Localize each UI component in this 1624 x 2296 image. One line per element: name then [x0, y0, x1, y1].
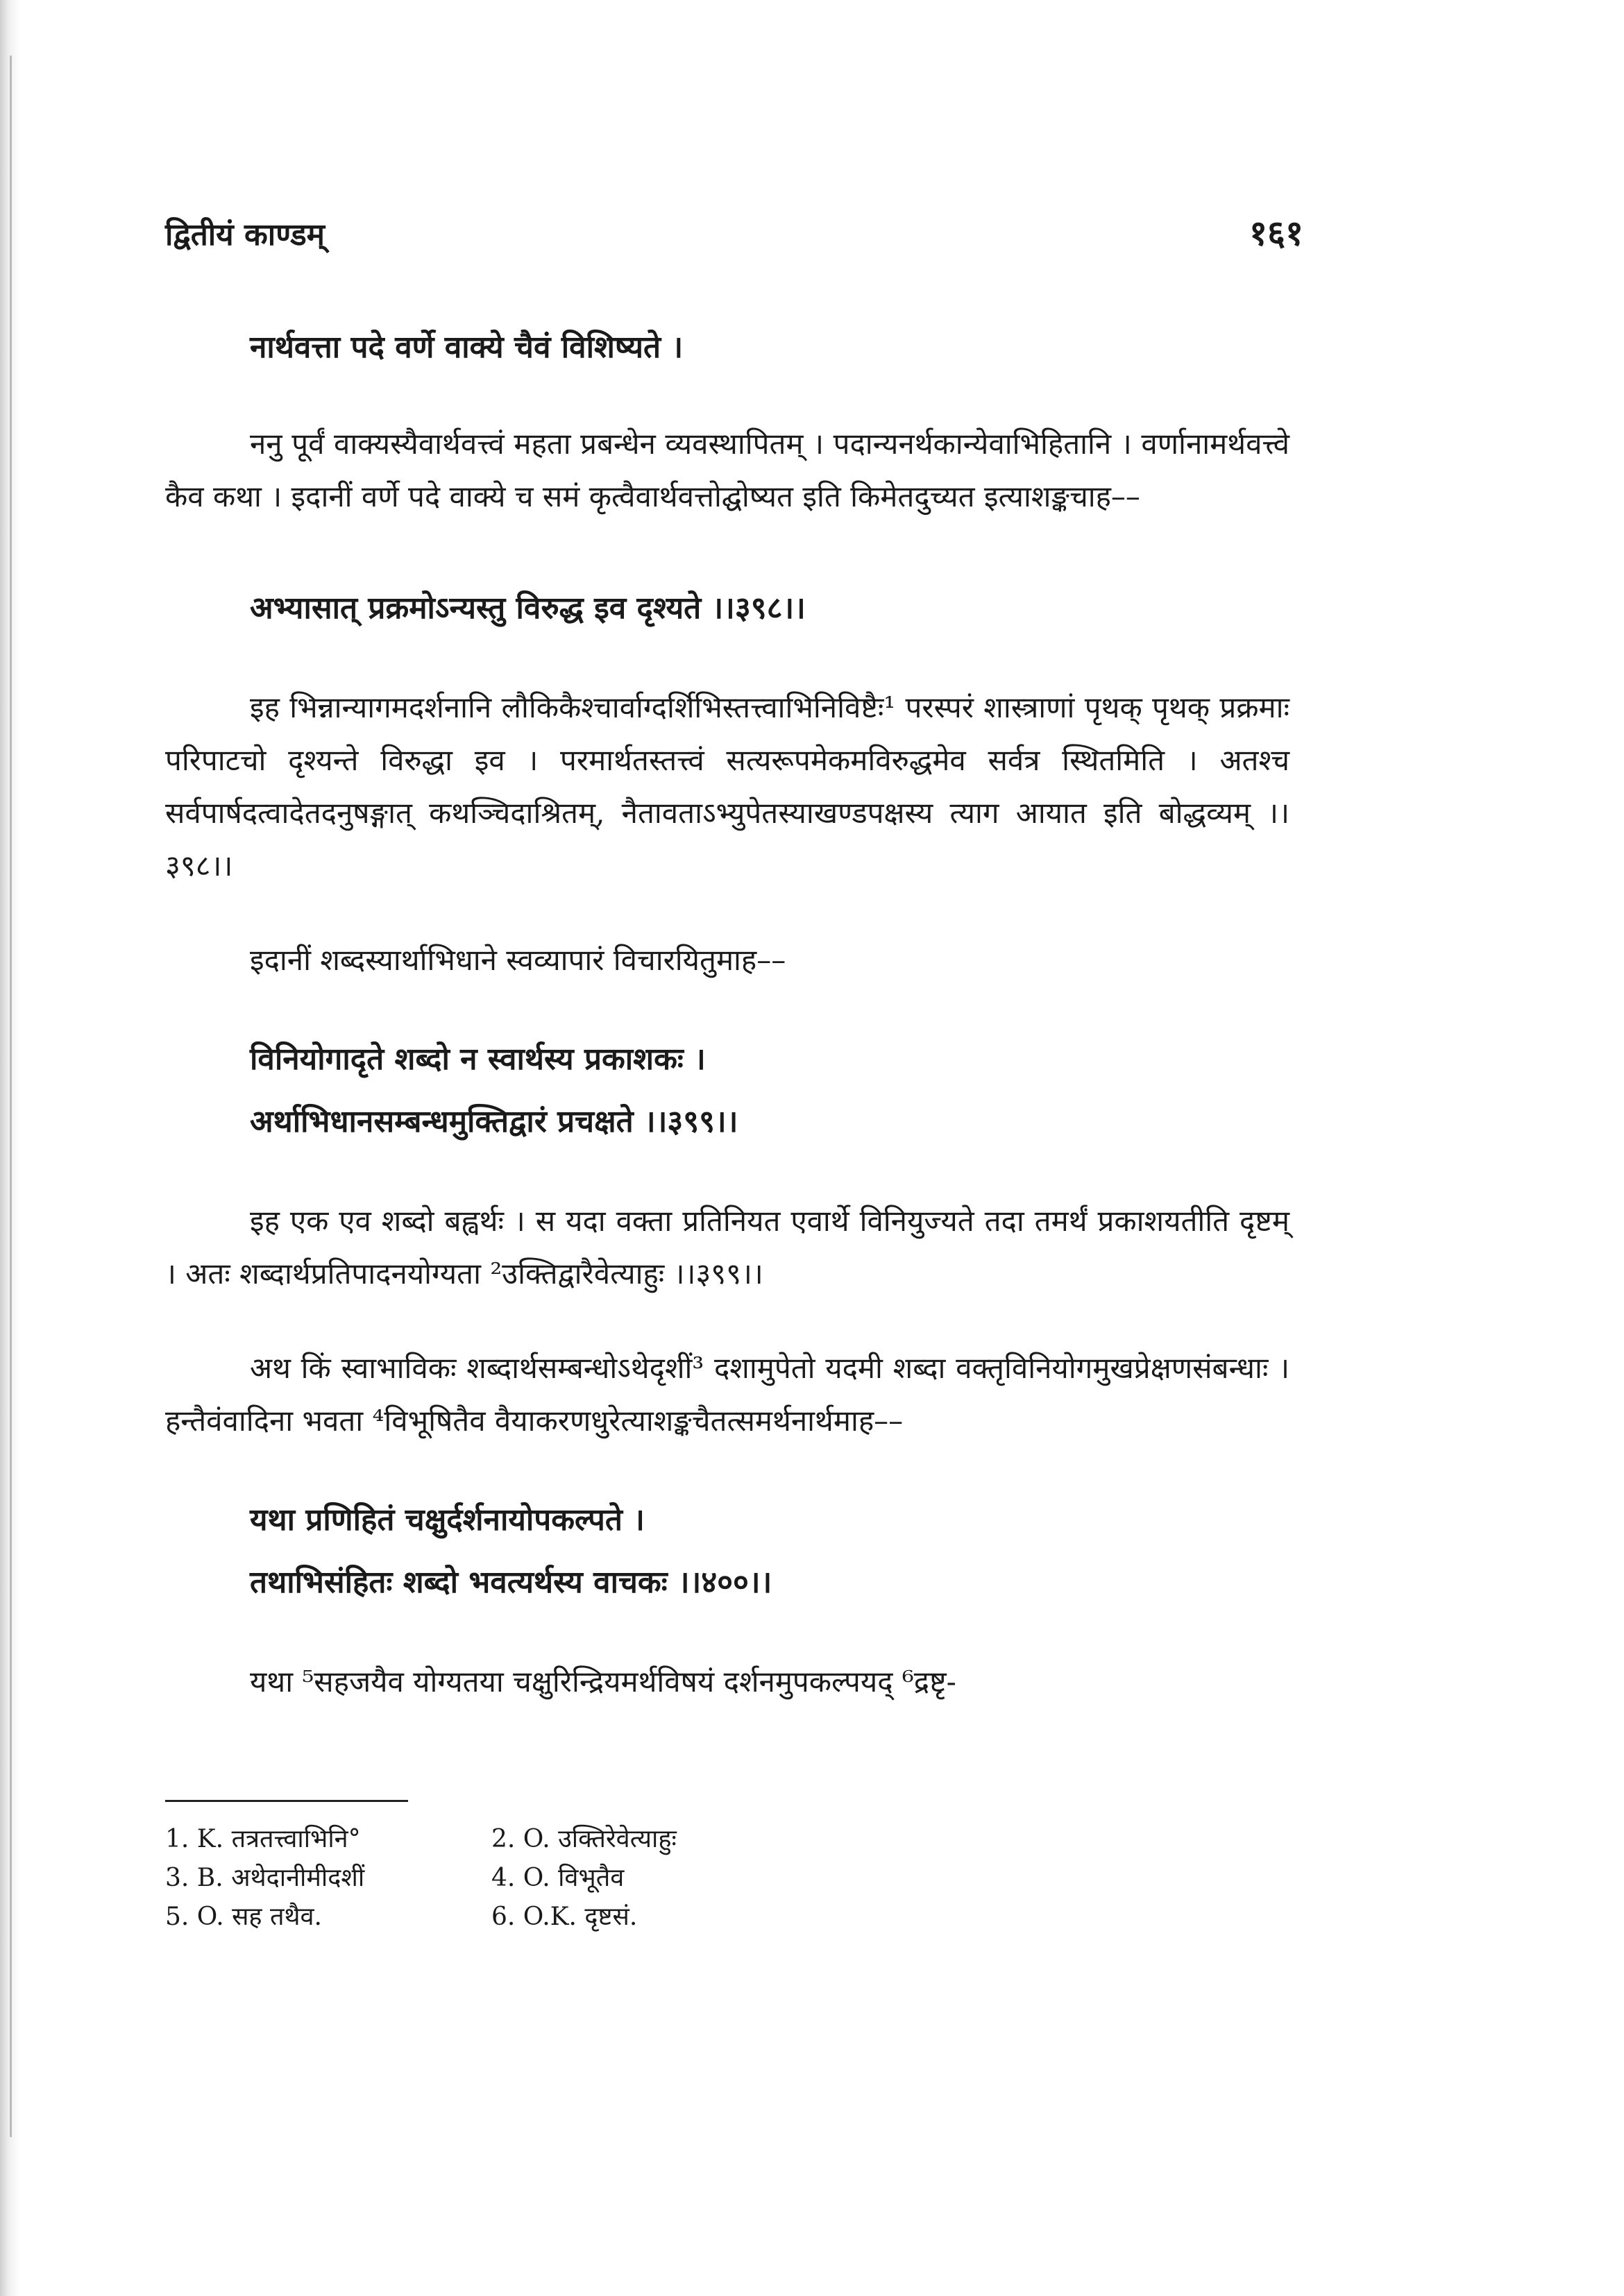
footnote: 1. K. तत्रतत्त्वाभिनि° [165, 1825, 361, 1853]
commentary-paragraph: इह भिन्नान्यागमदर्शनानि लौकिकैश्चार्वाग्दर्शिभिस्तत्त्वाभिनिविष्टैः¹ परस्परं शास्त्राणां पृथक् पृथक् प्रक्रमाः परिपाटचो दृश्यन्ते विरुद्धा इव । परमार्थतस्तत्त्वं सत्यरूपमेकमविरुद्धमेव सर्वत्र स्थितमिति । अतश्च सर्वपार्षदत्वादेतदनुषङ्गात् कथञ्चिदाश्रितम्, नैतावताऽभ्युपेतस्याखण्डपक्षस्य त्याग आयात इति बोद्धव्यम् ।।३९८।। [165, 690, 1289, 883]
gutter-line [10, 56, 12, 2137]
chapter-title: द्वितीयं काण्डम् [165, 217, 325, 253]
commentary-paragraph: ननु पूर्वं वाक्यस्यैवार्थवत्त्वं महता प्रबन्धेन व्यवस्थापितम् । पदान्यनर्थकान्येवाभिहितानि । वर्णानामर्थवत्त्वे कैव कथा । इदानीं वर्णे पदे वाक्ये च समं कृत्वैवार्थवत्तोद्घोष्यत इति किमेतदुच्यत इत्याशङ्कचाह–– [165, 427, 1289, 513]
verse-line: विनियोगादृते शब्दो न स्वार्थस्य प्रकाशकः । [250, 1041, 706, 1077]
footnote-row [165, 1820, 1289, 1859]
footnote: 4. O. विभूतैव [491, 1864, 625, 1892]
page-body [165, 208, 1303, 1937]
introductory-line: इदानीं शब्दस्यार्थाभिधाने स्वव्यापारं विचारयितुमाह–– [250, 943, 786, 977]
commentary-paragraph: अथ किं स्वाभाविकः शब्दार्थसम्बन्धोऽथेदृशीं³ दशामुपेतो यदमी शब्दा वक्तृविनियोगमुखप्रेक्षणसंबन्धाः । हन्तैवंवादिना भवता ⁴विभूषितैव वैयाकरणधुरेत्याशङ्कचैतत्समर्थनार्थमाह–– [165, 1351, 1289, 1438]
footnotes [165, 1800, 1289, 1937]
footnote: 6. O.K. दृष्टसं. [491, 1903, 638, 1931]
footnote-row [165, 1859, 1289, 1898]
footnote-rule [165, 1800, 408, 1802]
footnote: 2. O. उक्तिरेवेत्याहुः [491, 1825, 677, 1853]
footnote: 5. O. सह तथैव. [165, 1903, 322, 1931]
verse-line: अर्थाभिधानसम्बन्धमुक्तिद्वारं प्रचक्षते ।।३९९।। [250, 1104, 738, 1139]
verse-line: तथाभिसंहितः शब्दो भवत्यर्थस्य वाचकः ।।४००।। [250, 1565, 772, 1600]
verse-line: अभ्यासात् प्रक्रमोऽन्यस्तु विरुद्ध इव दृश्यते ।।३९८।। [250, 590, 806, 626]
commentary-paragraph: इह एक एव शब्दो बह्वर्थः । स यदा वक्ता प्रतिनियत एवार्थे विनियुज्यते तदा तमर्थं प्रकाशयतीति दृष्टम् । अतः शब्दार्थप्रतिपादनयोग्यता ²उक्तिद्वारैवेत्याहुः ।।३९९।। [165, 1204, 1289, 1291]
footnote: 3. B. अथेदानीमीदशीं [165, 1864, 365, 1892]
footnote-row [165, 1898, 1289, 1937]
verse-line: यथा प्रणिहितं चक्षुर्दर्शनायोपकल्पते । [250, 1502, 645, 1538]
running-header [165, 208, 1303, 255]
verse-line: नार्थवत्ता पदे वर्णे वाक्ये चैवं विशिष्यते । [250, 330, 684, 365]
commentary-paragraph: यथा ⁵सहजयैव योग्यतया चक्षुरिन्द्रियमर्थविषयं दर्शनमुपकल्पयद् ⁶द्रष्टृ- [250, 1665, 956, 1699]
page-number: १६१ [1249, 212, 1303, 253]
